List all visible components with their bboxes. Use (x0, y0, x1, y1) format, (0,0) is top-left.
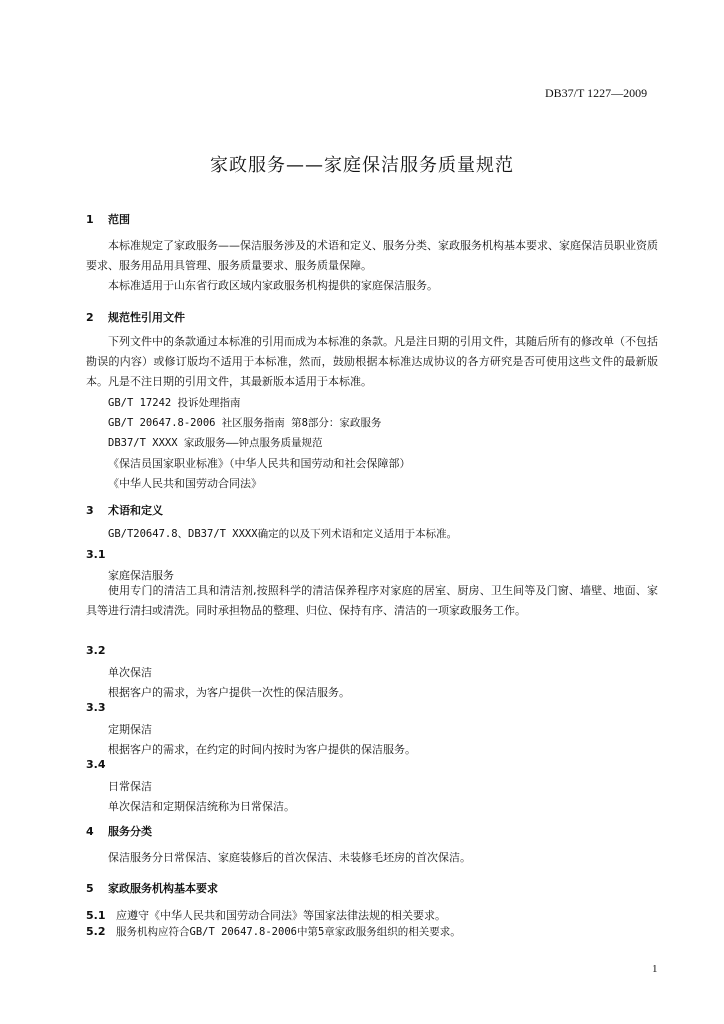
term-name: 日常保洁 (108, 780, 152, 793)
clause-number: 5.2 (86, 925, 106, 938)
term-name: 定期保洁 (108, 723, 152, 736)
section-number: 1 (86, 213, 94, 226)
section-4-heading (86, 823, 152, 839)
clause-text: 应遵守《中华人民共和国劳动合同法》等国家法律法规的相关要求。 (116, 909, 446, 922)
section-1-paragraph-1: 本标准规定了家政服务——保洁服务涉及的术语和定义、服务分类、家政服务机构基本要求、家庭保洁员职业资质要求、服务用品用具管理、服务质量要求、服务质量保障。 (86, 239, 658, 272)
reference-item: GB/T 20647.8-2006 社区服务指南 第8部分：家政服务 (108, 417, 382, 429)
section-2-heading (86, 309, 185, 325)
term-number: 3.2 (86, 644, 106, 657)
section-number: 4 (86, 825, 94, 838)
section-number: 5 (86, 882, 94, 895)
clause-5-2 (86, 924, 461, 939)
clause-number: 5.1 (86, 909, 106, 922)
reference-item: 《中华人民共和国劳动合同法》 (108, 477, 262, 490)
term-number: 3.4 (86, 758, 106, 771)
section-4-paragraph: 保洁服务分日常保洁、家庭装修后的首次保洁、未装修毛坯房的首次保洁。 (108, 851, 471, 864)
reference-item: GB/T 17242 投诉处理指南 (108, 397, 241, 409)
section-title: 家政服务机构基本要求 (108, 882, 218, 895)
term-number: 3.1 (86, 548, 106, 561)
section-title: 范围 (108, 213, 130, 226)
section-1-heading (86, 211, 130, 227)
clause-text: 服务机构应符合GB/T 20647.8-2006中第5章家政服务组织的相关要求。 (116, 926, 461, 938)
section-5-heading (86, 880, 218, 896)
reference-item: 《保洁员国家职业标准》（中华人民共和国劳动和社会保障部） (108, 457, 411, 470)
term-number: 3.3 (86, 701, 106, 714)
term-name: 家庭保洁服务 (108, 569, 174, 582)
document-title: 家政服务——家庭保洁服务质量规范 (210, 155, 514, 176)
term-definition: 单次保洁和定期保洁统称为日常保洁。 (108, 800, 295, 813)
term-definition: 根据客户的需求，为客户提供一次性的保洁服务。 (108, 686, 350, 699)
section-3-intro: GB/T20647.8、DB37/T XXXX确定的以及下列术语和定义适用于本标准。 (108, 528, 458, 540)
clause-5-1 (86, 907, 446, 923)
section-1-paragraph-2: 本标准适用于山东省行政区域内家政服务机构提供的家庭保洁服务。 (108, 279, 438, 292)
section-number: 2 (86, 311, 94, 324)
section-2-paragraph-1: 下列文件中的条款通过本标准的引用而成为本标准的条款。凡是注日期的引用文件，其随后所有的修改单（不包括勘误的内容）或修订版均不适用于本标准，然而，鼓励根据本标准达成协议的各方研究是否可使用这些文件的最新版本。凡是不注日期的引用文件，其最新版本适用于本标准。 (86, 335, 658, 388)
section-3-heading (86, 502, 163, 518)
term-definition: 使用专门的清洁工具和清洁剂,按照科学的清洁保养程序对家庭的居室、厨房、卫生间等及门窗、墙壁、地面、家具等进行清扫或清洗。同时承担物品的整理、归位、保持有序、清洁的一项家政服务工作。 (86, 584, 658, 617)
term-definition: 根据客户的需求，在约定的时间内按时为客户提供的保洁服务。 (108, 743, 416, 756)
standard-code: DB37/T 1227—2009 (545, 86, 648, 100)
term-name: 单次保洁 (108, 666, 152, 679)
reference-item: DB37/T XXXX 家政服务——钟点服务质量规范 (108, 437, 323, 449)
section-number: 3 (86, 504, 94, 517)
page-number: 1 (652, 963, 658, 975)
section-title: 术语和定义 (108, 504, 163, 517)
section-title: 服务分类 (108, 825, 152, 838)
section-title: 规范性引用文件 (108, 311, 185, 324)
